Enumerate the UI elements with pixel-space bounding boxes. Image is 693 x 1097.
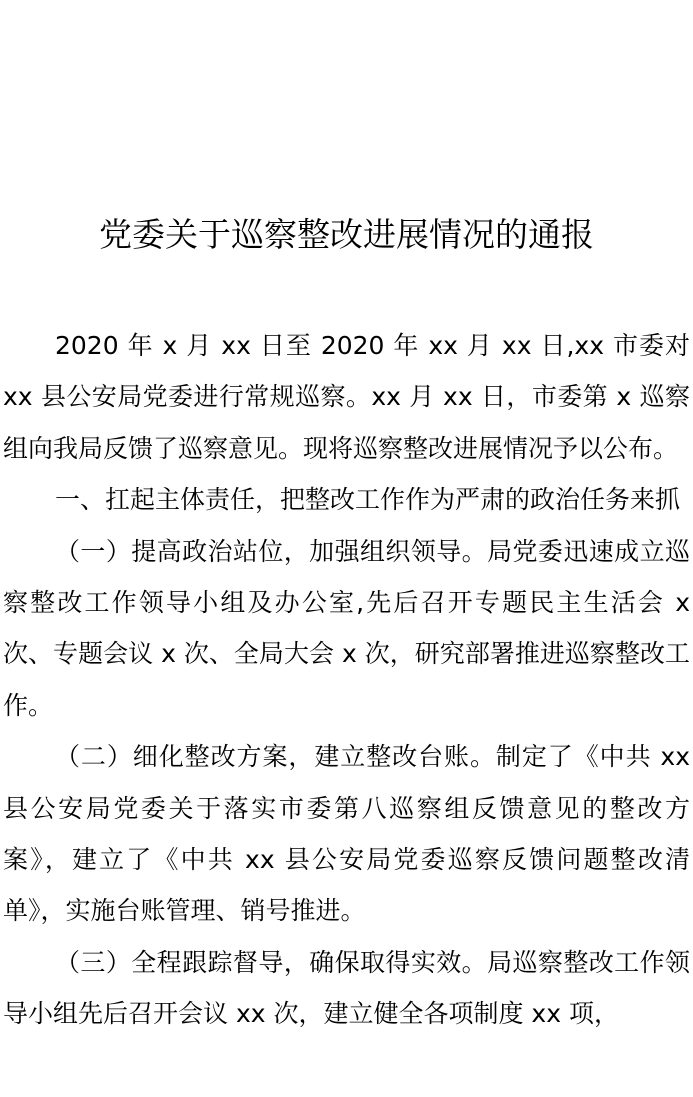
- paragraph-item-2: （二）细化整改方案，建立整改台账。制定了《中共 xx 县公安局党委关于落实市委第八巡察组反馈意见的整改方案》，建立了《中共 xx 县公安局党委巡察反馈问题整改清单》，实施台账管理、销号推进。: [3, 742, 690, 926]
- document-title: 党委关于巡察整改进展情况的通报: [99, 215, 594, 254]
- paragraph-item-3: （三）全程跟踪督导，确保取得实效。局巡察整改工作领导小组先后召开会议 xx 次，建立健全各项制度 xx 项，: [3, 947, 690, 1029]
- section-heading-1: 一、扛起主体责任，把整改工作作为严肃的政治任务来抓: [55, 485, 681, 515]
- paragraph-intro: 2020 年 x 月 xx 日至 2020 年 xx 月 xx 日,xx 市委对 xx 县公安局党委进行常规巡察。xx 月 xx 日，市委第 x 巡察组向我局反馈了巡察意见。现将巡察整改进展情况予以公布。: [3, 331, 690, 463]
- paragraph-item-1: （一）提高政治站位，加强组织领导。局党委迅速成立巡察整改工作领导小组及办公室,先后召开专题民主生活会 x 次、专题会议 x 次、全局大会 x 次，研究部署推进巡察整改工作。: [3, 536, 690, 720]
- document-body: [3, 320, 690, 1040]
